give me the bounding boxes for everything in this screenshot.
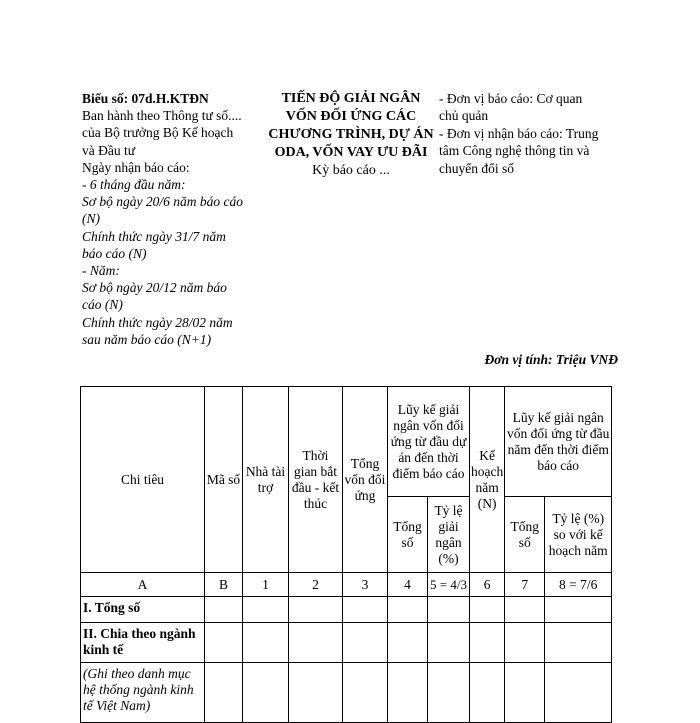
- receiver-line-c: chuyển đổi số: [439, 160, 514, 176]
- table-row: [81, 663, 612, 723]
- code-cell: 2: [289, 573, 343, 597]
- table-cell: [243, 623, 289, 663]
- header-ty-le-giai-ngan: Tỷ lệ giải ngân (%): [428, 497, 470, 573]
- official-six-months-a: Chính thức ngày 31/7 năm: [82, 228, 226, 244]
- header-tong-von: Tổng vốn đối ứng: [343, 387, 388, 573]
- title-line-3: CHƯƠNG TRÌNH, DỰ ÁN: [268, 127, 434, 142]
- table-cell: [343, 663, 388, 723]
- table-cell: [470, 597, 505, 623]
- title-line-1: TIẾN ĐỘ GIẢI NGÂN: [281, 91, 421, 106]
- code-cell: 7: [505, 573, 545, 597]
- table-cell: [428, 623, 470, 663]
- code-cell: 6: [470, 573, 505, 597]
- table-cell: [289, 597, 343, 623]
- reporter-line-b: chủ quản: [439, 108, 489, 124]
- header-luy-ke-dau-du-an: Lũy kế giải ngân vốn đối ứng từ đầu dự án đến thời điểm báo cáo: [388, 387, 470, 497]
- six-months-label: - 6 tháng đầu năm:: [82, 177, 186, 193]
- title-line-2: VỐN ĐỐI ỨNG CÁC: [285, 109, 417, 124]
- report-title: [258, 90, 444, 180]
- form-info: [82, 90, 264, 348]
- table-cell: [505, 623, 545, 663]
- prelim-year-a: Sơ bộ ngày 20/12 năm báo: [82, 280, 227, 296]
- table-cell: [205, 597, 243, 623]
- table-cell: [388, 623, 428, 663]
- code-cell: 3: [343, 573, 388, 597]
- code-cell: 1: [243, 573, 289, 597]
- header-ma-so: Mã số: [205, 387, 243, 573]
- reporter-line-a: - Đơn vị báo cáo: Cơ quan: [439, 91, 583, 106]
- table-row: [81, 623, 612, 663]
- disbursement-table: [80, 386, 612, 723]
- receiver-line-b: tâm Công nghệ thông tin và: [439, 143, 590, 159]
- form-code: Biểu số: 07d.H.KTĐN: [82, 91, 209, 106]
- table-cell: [505, 597, 545, 623]
- issued-line-2: của Bộ trưởng Bộ Kế hoạch: [82, 125, 234, 141]
- official-year-b: sau năm báo cáo (N+1): [82, 331, 212, 347]
- header-tong-so-1: Tổng số: [388, 497, 428, 573]
- official-six-months-b: báo cáo (N): [82, 245, 147, 261]
- prelim-year-b: cáo (N): [82, 297, 123, 313]
- header-thoi-gian: Thời gian bắt đầu - kết thúc: [289, 387, 343, 573]
- receiver-line-a: - Đơn vị nhận báo cáo: Trung: [439, 125, 599, 141]
- unit-label: Đơn vị tính: Triệu VNĐ: [484, 352, 618, 367]
- row-label: (Ghi theo danh mục hệ thống ngành kinh tế Việt Nam): [81, 663, 205, 723]
- table-cell: [243, 663, 289, 723]
- table-cell: [343, 623, 388, 663]
- prelim-six-months-b: (N): [82, 211, 100, 227]
- header-nha-tai-tro: Nhà tài trợ: [243, 387, 289, 573]
- table-cell: [428, 597, 470, 623]
- table-cell: [470, 663, 505, 723]
- official-year-a: Chính thức ngày 28/02 năm: [82, 314, 233, 330]
- table-cell: [470, 623, 505, 663]
- table-cell: [545, 623, 612, 663]
- year-label: - Năm:: [82, 263, 120, 279]
- table-cell: [289, 663, 343, 723]
- report-period: Kỳ báo cáo ...: [312, 163, 390, 178]
- table-cell: [388, 663, 428, 723]
- table-cell: [545, 663, 612, 723]
- table-cell: [545, 597, 612, 623]
- code-cell: A: [81, 573, 205, 597]
- code-cell: 8 = 7/6: [545, 573, 612, 597]
- header-ke-hoach: Kế hoạch năm (N): [470, 387, 505, 573]
- issued-line-1: Ban hành theo Thông tư số....: [82, 108, 242, 124]
- table-cell: [428, 663, 470, 723]
- header-ty-le-ke-hoach: Tỷ lệ (%) so với kế hoạch năm: [545, 497, 612, 573]
- table-cell: [289, 623, 343, 663]
- header-luy-ke-dau-nam: Lũy kế giải ngân vốn đối ứng từ đầu năm đến thời điểm báo cáo: [505, 387, 612, 497]
- code-row: [81, 573, 612, 597]
- table-cell: [343, 597, 388, 623]
- header-tong-so-2: Tổng số: [505, 497, 545, 573]
- reporting-units: [439, 90, 621, 177]
- table-cell: [205, 623, 243, 663]
- prelim-six-months-a: Sơ bộ ngày 20/6 năm báo cáo: [82, 194, 243, 210]
- code-cell: B: [205, 573, 243, 597]
- code-cell: 5 = 4/3: [428, 573, 470, 597]
- issued-line-3: và Đầu tư: [82, 142, 136, 158]
- title-line-4: ODA, VỐN VAY ƯU ĐÃI: [274, 145, 428, 160]
- row-label: I. Tổng số: [81, 597, 205, 623]
- table-cell: [505, 663, 545, 723]
- code-cell: 4: [388, 573, 428, 597]
- table-cell: [205, 663, 243, 723]
- table-cell: [243, 597, 289, 623]
- header-chi-tieu: Chi tiêu: [81, 387, 205, 573]
- header-row-1: [81, 387, 612, 497]
- row-label: II. Chia theo ngành kinh tế: [81, 623, 205, 663]
- table-row: [81, 597, 612, 623]
- table-cell: [388, 597, 428, 623]
- receive-date-label: Ngày nhận báo cáo:: [82, 159, 190, 175]
